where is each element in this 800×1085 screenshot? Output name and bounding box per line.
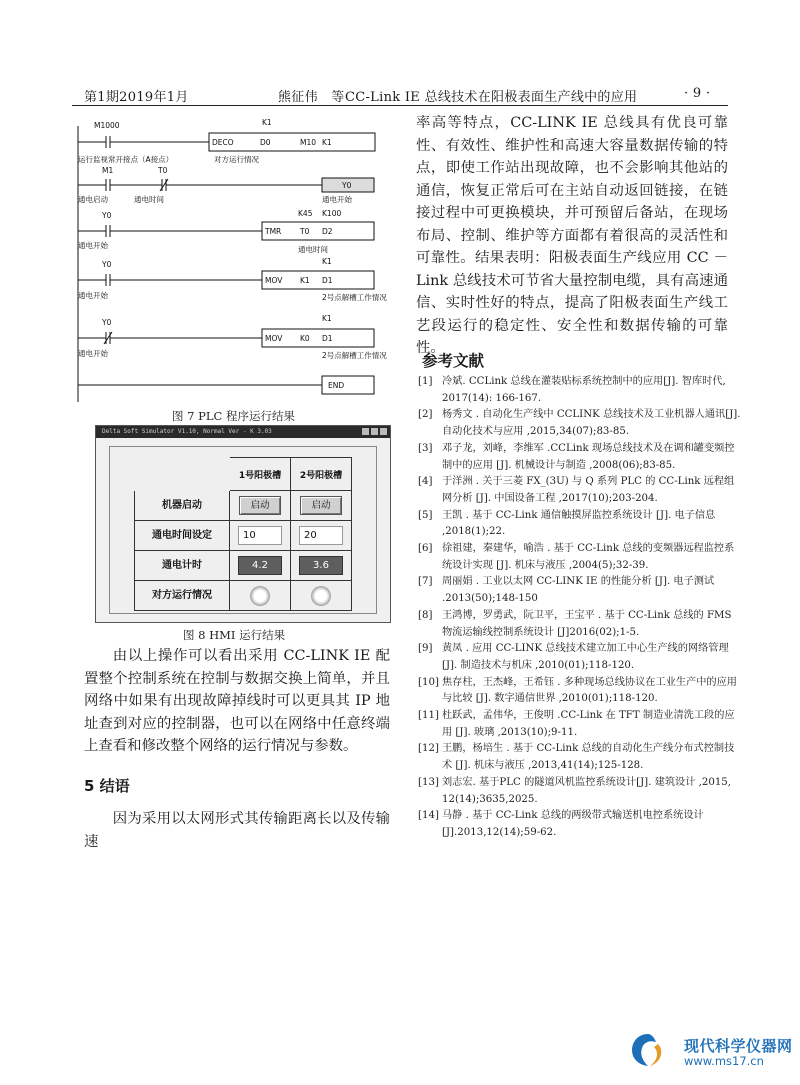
reference-item: [3] 邓子龙，刘峰，李维军 .CCLink 现场总线技术及在调和罐变频控制中的应用 [J]. 机械设计与制造 ,2008(06);83-85.	[418, 442, 735, 471]
hmi-row-label-time-setting: 通电时间设定	[135, 521, 230, 551]
rung3-op2: D2	[322, 227, 333, 236]
rung4-k: K1	[322, 257, 332, 266]
watermark-url[interactable]: www.ms17.cn	[684, 1054, 764, 1068]
rung4-contact: Y0	[102, 260, 112, 269]
references-list	[418, 374, 744, 842]
hmi-corner-cell	[135, 458, 230, 491]
hmi-table	[134, 457, 352, 611]
hmi-window	[95, 425, 391, 623]
fig7-caption: 图 7 PLC 程序运行结果	[172, 409, 295, 423]
left-paragraph: 由以上操作可以看出采用 CC-LINK IE 配置整个控制系统在控制与数据交换上简单，并且网络中如果有出现故障掉线时可以更具其 IP 地址查到对应的控制器，也可以在网络中任意终端上查看和修改整个网络的运行情况与参数。	[84, 648, 390, 754]
rung1-op3: K1	[322, 138, 332, 147]
header-rule	[72, 105, 728, 106]
rung5-instr: MOV	[265, 334, 283, 343]
references-title: 参考文献	[422, 352, 485, 370]
site-logo-icon	[628, 1030, 668, 1070]
time-setting-input-1[interactable]: 10	[238, 526, 282, 545]
reference-item: [11] 杜跃武，孟伟华，王俊明 .CC-Link 在 TFT 制造业清洗工段的应用 [J]. 玻璃 ,2013(10);9-11.	[418, 710, 735, 738]
reference-item: [13] 刘志宏. 基于PLC 的隧道风机监控系统设计[J]. 建筑设计 ,2015, 12(14);3635,2025.	[418, 776, 732, 805]
timer-display-2: 3.6	[299, 556, 343, 575]
hmi-row-label-peer-status: 对方运行情况	[135, 581, 230, 611]
minimize-icon[interactable]	[362, 428, 369, 435]
rung2-coil: Y0	[342, 181, 352, 190]
rung4-op2: D1	[322, 276, 333, 285]
end-instr: END	[328, 381, 345, 390]
start-button-2[interactable]: 启动	[300, 496, 342, 515]
rung2-contact1: M1	[102, 166, 114, 175]
rung2-contact2-desc: 通电时间	[134, 195, 164, 204]
status-lamp-icon-2	[311, 586, 331, 606]
rung4-instr: MOV	[265, 276, 283, 285]
reference-item: [9] 黄凤 . 应用 CC-LINK 总线技术建立加工中心生产线的网络管理 [J]. 制造技术与机床 ,2010(01);118-120.	[418, 643, 729, 671]
reference-item: [14] 马静 . 基于 CC-Link 总线的两级带式输送机电控系统设计 [J].2013,12(14);59-62.	[418, 810, 704, 838]
maximize-icon[interactable]	[371, 428, 378, 435]
hmi-row-label-start: 机器启动	[135, 491, 230, 521]
rung1-instr: DECO	[212, 138, 234, 147]
rung2-contact2: T0	[158, 166, 168, 175]
rung4-op1: K1	[300, 276, 310, 285]
rung2-coil-desc: 通电开始	[322, 195, 352, 204]
reference-item: [7] 周丽娟 . 工业以太网 CC-LINK IE 的性能分析 [J]. 电子测试 .2013(50);148-150	[418, 576, 715, 605]
reference-item: [5] 王凯 . 基于 CC-Link 通信触摸屏监控系统设计 [J]. 电子信息 ,2018(1);22.	[418, 509, 716, 538]
section5-paragraph: 因为采用以太网形式其传输距离长以及传输速	[84, 811, 390, 850]
rung3-op1: T0	[300, 227, 310, 236]
watermark-site-name: 现代科学仪器网	[684, 1037, 793, 1055]
fig8-caption: 图 8 HMI 运行结果	[183, 628, 286, 642]
hmi-col-header-2: 2号阳极槽	[291, 458, 352, 491]
section5-title: 5 结语	[84, 777, 130, 795]
time-setting-input-2[interactable]: 20	[299, 526, 343, 545]
header-issue: 第1期2019年1月	[84, 90, 189, 105]
hmi-col-header-1: 1号阳极槽	[230, 458, 291, 491]
rung1-k: K1	[262, 118, 272, 127]
hmi-row-label-timer: 通电计时	[135, 551, 230, 581]
reference-item: [6] 徐祖建，秦建华，喻浩 . 基于 CC-Link 总线的变频器远程监控系统设计实现 [J]. 机床与液压 ,2004(5);32-39.	[418, 543, 735, 571]
reference-item: [4] 于洋洲 . 关于三菱 FX_(3U) 与 Q 系列 PLC 的 CC-Link 远程组网分析 [J]. 中国设备工程 ,2017(10);203-204.	[418, 476, 735, 504]
reference-item: [10] 焦存柱，王杰峰，王希钰 . 多种现场总线协议在工业生产中的应用与比较 [J]. 数字通信世界 ,2010(01);118-120.	[418, 676, 737, 705]
reference-item: [1] 冷斌. CCLink 总线在灌装贴标系统控制中的应用[J]. 智库时代, 2017(14): 166-167.	[418, 376, 726, 404]
rung1-op2: M10	[300, 138, 317, 147]
right-paragraph: 率高等特点，CC-LINK IE 总线具有优良可靠性、有效性、维护性和高速大容量数据传输的特点，即使工作站出现故障，也不会影响其他站的通信，恢复正常后可在主站自动返回链接，在链接过程中可更换模块，并可预留后备站，在现场布局、控制、维护等方面都有着很高的灵活性和可靠性。结果表明：阳极表面生产线应用 CC － Link 总线技术可节省大量控制电缆，具有高速通信、实时性好的特点，提高了阳极表面生产线工艺段运行的稳定性、安全性和数据传输的可靠性。	[416, 115, 728, 356]
timer-display-1: 4.2	[238, 556, 282, 575]
rung5-op1: K0	[300, 334, 310, 343]
header-page-number: · 9 ·	[684, 86, 711, 101]
rung3-k: K45	[298, 209, 313, 218]
rung4-contact-desc: 通电开始	[78, 291, 108, 300]
reference-item: [12] 王鹏，杨培生 . 基于 CC-Link 总线的自动化生产线分布式控制技术 [J]. 机床与液压 ,2013,41(14);125-128.	[418, 743, 735, 772]
rung5-out-desc: 2号点解槽工作情况	[322, 351, 387, 360]
reference-item: [2] 杨秀文 . 自动化生产线中 CCLINK 总线技术及工业机器人通讯[J]. 自动化技术与应用 ,2015,34(07);83-85.	[418, 409, 741, 438]
rung3-out-desc: 通电时间	[298, 245, 328, 254]
rung3-contact-desc: 通电开始	[78, 241, 108, 250]
rung1-contact: M1000	[94, 121, 120, 130]
reference-item: [8] 王鸿博，罗勇武，阮卫平，王宝平 . 基于 CC-Link 总线的 FMS 物流运输线控制系统设计 [J]2016(02);1-5.	[418, 609, 732, 638]
rung5-contact: Y0	[102, 318, 112, 327]
rung3-k2: K100	[322, 209, 342, 218]
rung1-op1: D0	[260, 138, 271, 147]
header-authors: 熊征伟 等	[278, 90, 345, 105]
rung3-contact: Y0	[102, 211, 112, 220]
start-button-1[interactable]: 启动	[239, 496, 281, 515]
hmi-titlebar: Delta Soft Simulator V1.10, Normal Ver - K 3.03	[96, 426, 390, 438]
hmi-panel	[109, 446, 377, 614]
rung3-instr: TMR	[265, 227, 282, 236]
rung5-op2: D1	[322, 334, 333, 343]
rung4-out-desc: 2号点解槽工作情况	[322, 293, 387, 302]
close-icon[interactable]	[380, 428, 387, 435]
rung1-contact-desc: 运行监视常开接点（A接点）	[78, 155, 174, 164]
status-lamp-icon-1	[250, 586, 270, 606]
rung5-k: K1	[322, 314, 332, 323]
plc-ladder-diagram	[72, 112, 392, 408]
rung2-contact1-desc: 通电启动	[78, 195, 108, 204]
hmi-window-buttons	[362, 428, 387, 435]
header-title: CC-Link IE 总线技术在阳极表面生产线中的应用	[345, 90, 638, 105]
rung1-out-desc: 对方运行情况	[214, 155, 259, 164]
rung5-contact-desc: 通电开始	[78, 349, 108, 358]
